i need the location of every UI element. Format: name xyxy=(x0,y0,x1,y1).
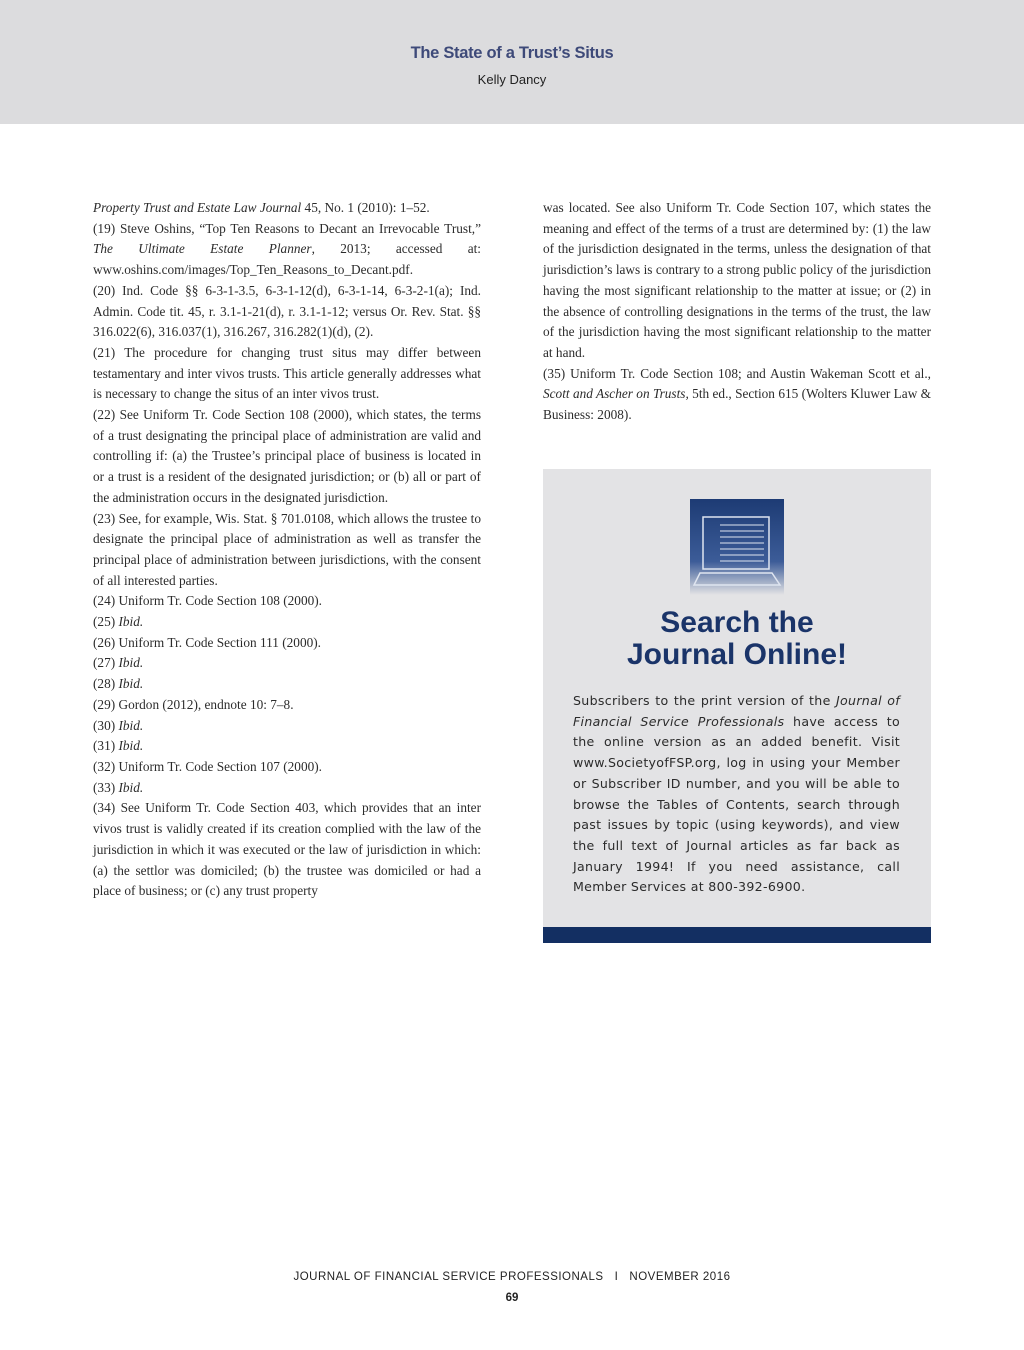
promo-accent-bar xyxy=(543,927,931,943)
endnote-32: (32) Uniform Tr. Code Section 107 (2000). xyxy=(93,758,322,774)
endnote-24: (24) Uniform Tr. Code Section 108 (2000). xyxy=(93,593,322,609)
article-author: Kelly Dancy xyxy=(477,72,547,87)
endnote-33: (33) Ibid. xyxy=(93,779,144,795)
page-number: 69 xyxy=(505,1292,519,1304)
endnote-35: (35) Uniform Tr. Code Section 108; and Austin Wakeman Scott et al., Scott and Ascher on Trusts, 5th ed., Section 615 (Wolters Kluwer Law & Business: 2008). xyxy=(543,365,931,423)
endnote-19: (19) Steve Oshins, “Top Ten Reasons to Decant an Irrevocable Trust,” The Ultimate Estate Planner, 2013; accessed at: www.oshins.com/images/Top_Ten_Reasons_to_Decant.pdf. xyxy=(93,220,481,278)
promo-heading: Search the Journal Online! xyxy=(626,606,848,671)
endnote-28: (28) Ibid. xyxy=(93,676,144,692)
laptop-icon xyxy=(690,499,784,595)
footer-journal-line: JOURNAL OF FINANCIAL SERVICE PROFESSIONALS I NOVEMBER 2016 xyxy=(293,1271,731,1283)
endnote-22: (22) See Uniform Tr. Code Section 108 (2000), which states, the terms of a trust designating the principal place of administration are valid and controlling if: (a) the Trustee’s principal place of business is located in or a trust is a resident of the designated jurisdiction; or (b) all or part of the administration occurs in the designated jurisdiction. xyxy=(93,407,481,505)
endnote-29: (29) Gordon (2012), endnote 10: 7–8. xyxy=(93,696,294,712)
endnote-34-cont: was located. See also Uniform Tr. Code Section 107, which states the meaning and effect of the terms of a trust are determined by: (1) the law of the jurisdiction designated in the terms, unless the designation of that jurisdiction’s laws is contrary to a strong public policy of the jurisdiction having the most significant relationship to the matter at issue; or (2) in the absence of controlling designations in the terms of the trust, the law of the jurisdiction having the most significant relationship to the matter at hand. xyxy=(543,200,931,360)
endnotes-right-column xyxy=(543,198,931,426)
endnote-23: (23) See, for example, Wis. Stat. § 701.0108, which allows the trustee to designate the principal place of administration as well as transfer the principal place of administration between jurisdictions, with the consent of all interested parties. xyxy=(93,510,481,588)
endnote-34: (34) See Uniform Tr. Code Section 403, which provides that an inter vivos trust is validly created if its creation complied with the law of the jurisdiction in which it was executed or the law of jurisdiction in which: (a) the settlor was domiciled; (b) the trustee was domiciled or had a place of business; or (c) any trust property xyxy=(93,800,481,899)
search-journal-promo xyxy=(543,469,931,943)
endnote-18-cont: Property Trust and Estate Law Journal 45, No. 1 (2010): 1–52. xyxy=(93,200,430,215)
endnote-30: (30) Ibid. xyxy=(93,717,144,733)
promo-body: Subscribers to the print version of the Journal of Financial Service Professionals have access to the online version as an added benefit. Visit www.SocietyofFSP.org, log in using your Member or Subscriber ID number, and you will be able to browse the Tables of Contents, search through past issues by topic (using keywords), and view the full text of Journal articles as far back as January 1994! If you need assistance, call Member Services at 800-392-6900. xyxy=(573,693,901,895)
endnote-21: (21) The procedure for changing trust situs may differ between testamentary and inter vivos trusts. This article generally addresses what is necessary to change the situs of an inter vivos trust. xyxy=(93,344,481,402)
endnote-20: (20) Ind. Code §§ 6-3-1-3.5, 6-3-1-12(d), 6-3-1-14, 6-3-2-1(a); Ind. Admin. Code tit. 45, r. 3.1-1-21(d), r. 3.1-1-12; versus Or. Rev. Stat. §§ 316.022(6), 316.037(1), 316.267, 316.282(1)(d), (2). xyxy=(93,282,481,340)
endnote-26: (26) Uniform Tr. Code Section 111 (2000). xyxy=(93,634,322,650)
endnotes-left-column xyxy=(93,198,481,902)
endnote-27: (27) Ibid. xyxy=(93,655,144,671)
endnote-25: (25) Ibid. xyxy=(93,614,144,630)
article-title: The State of a Trust’s Situs xyxy=(410,44,614,62)
journal-citation: Property Trust and Estate Law Journal xyxy=(93,200,302,215)
endnote-31: (31) Ibid. xyxy=(93,738,144,754)
page-header xyxy=(0,0,1024,124)
